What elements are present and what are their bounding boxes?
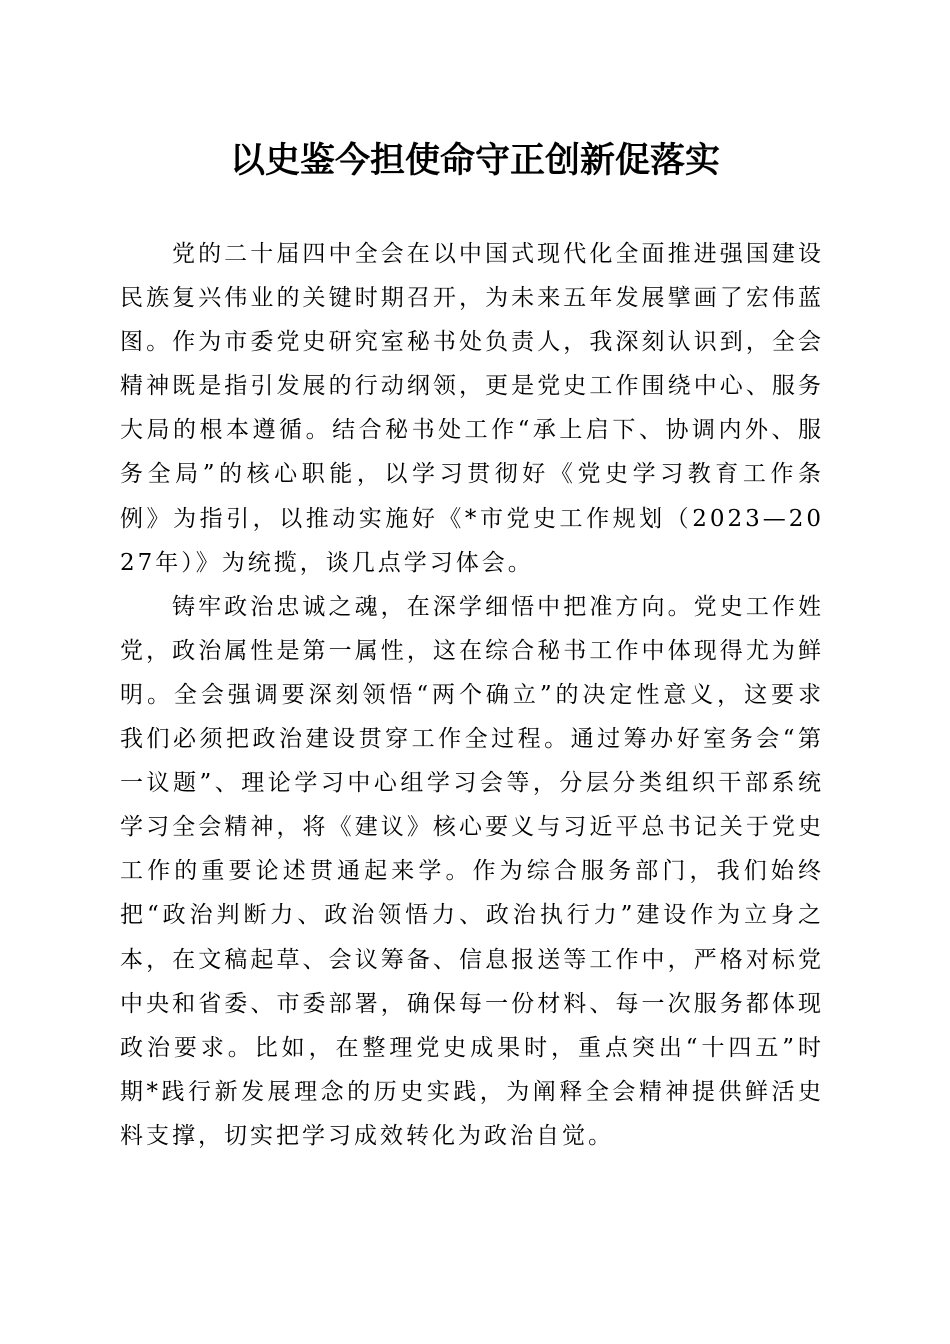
document-title: 以史鉴今担使命守正创新促落实 (229, 140, 720, 181)
paragraph-1: 党的二十届四中全会在以中国式现代化全面推进强国建设民族复兴伟业的关键时期召开，为未来五年发展擘画了宏伟蓝图。作为市委党史研究室秘书处负责人，我深刻认识到，全会精神既是指引发展的行动纲领，更是党史工作围绕中心、服务大局的根本遵循。结合秘书处工作“承上启下、协调内外、服务全局”的核心职能，以学习贯彻好《党史学习教育工作条例》为指引，以推动实施好《*市党史工作规划（2023—2027年）》为统揽，谈几点学习体会。 (120, 241, 824, 576)
paragraph-2: 铸牢政治忠诚之魂，在深学细悟中把准方向。党史工作姓党，政治属性是第一属性，这在综合秘书工作中体现得尤为鲜明。全会强调要深刻领悟“两个确立”的决定性意义，这要求我们必须把政治建设贯穿工作全过程。通过筹办好室务会“第一议题”、理论学习中心组学习会等，分层分类组织干部系统学习全会精神，将《建议》核心要义与习近平总书记关于党史工作的重要论述贯通起来学。作为综合服务部门，我们始终把“政治判断力、政治领悟力、政治执行力”建设作为立身之本，在文稿起草、会议筹备、信息报送等工作中，严格对标党中央和省委、市委部署，确保每一份材料、每一次服务都体现政治要求。比如，在整理党史成果时，重点突出“十四五”时期*践行新发展理念的历史实践，为阐释全会精神提供鲜活史料支撑，切实把学习成效转化为政治自觉。 (120, 593, 824, 1149)
document-body (120, 232, 824, 1158)
